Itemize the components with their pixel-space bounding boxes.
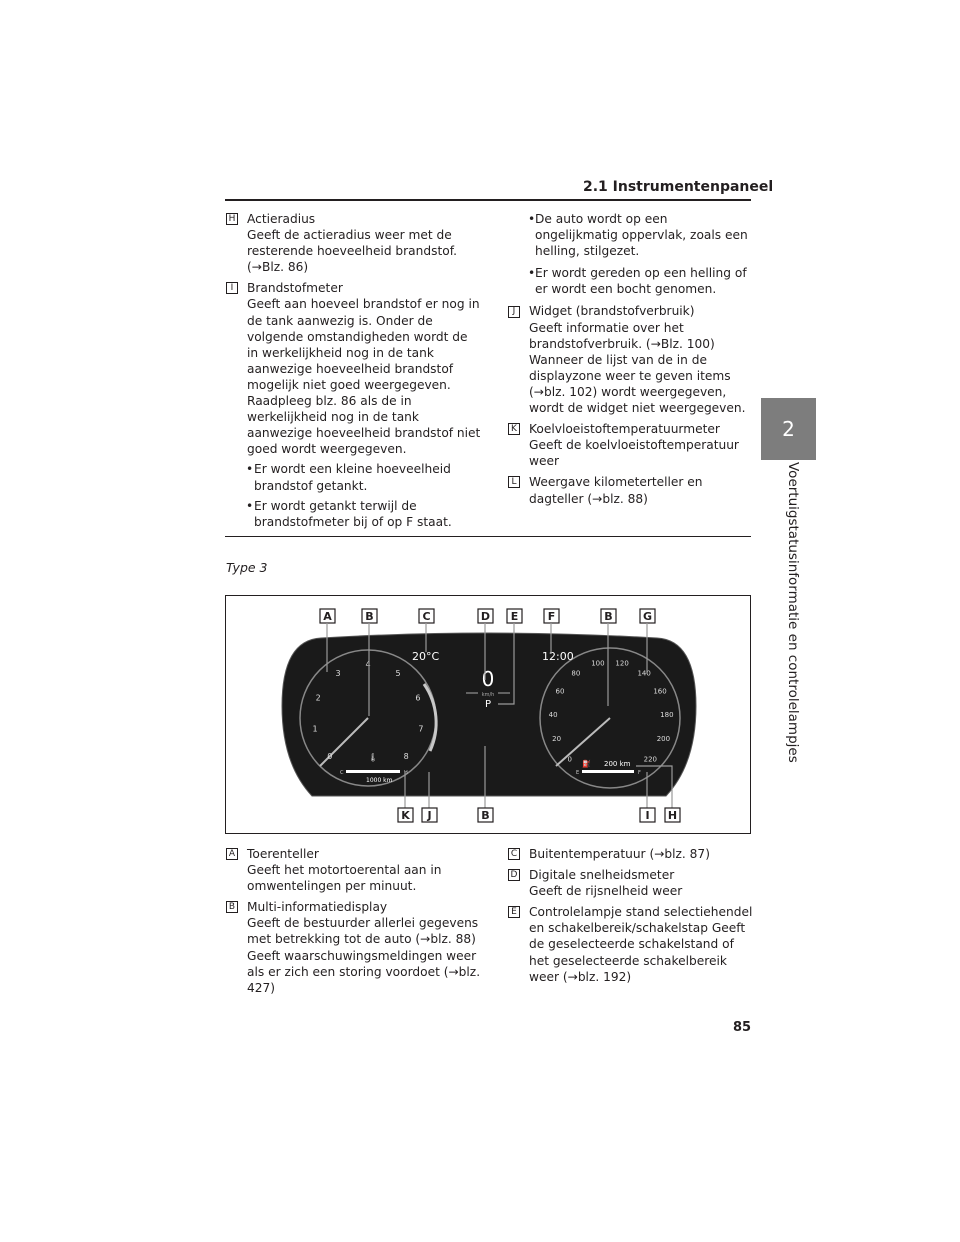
list-item bbox=[508, 421, 753, 469]
item-description: dagteller (→blz. 88) bbox=[529, 491, 648, 506]
svg-text:H: H bbox=[667, 809, 678, 822]
item-description: Geeft de rijsnelheid weer bbox=[529, 884, 683, 899]
item-badge: I bbox=[226, 282, 238, 294]
clock: 12:00 bbox=[542, 650, 574, 663]
list-item bbox=[508, 303, 753, 416]
speedo-tick-label: 140 bbox=[637, 669, 651, 678]
callout-label-g bbox=[640, 609, 655, 623]
svg-text:G: G bbox=[642, 610, 653, 623]
speedo-tick-label: 60 bbox=[555, 687, 565, 696]
svg-text:C: C bbox=[422, 610, 431, 623]
list-item bbox=[226, 899, 481, 996]
svg-text:B: B bbox=[604, 610, 613, 623]
svg-text:B: B bbox=[481, 809, 490, 822]
item-badge: L bbox=[508, 476, 520, 488]
callout-label-b bbox=[601, 609, 616, 623]
list-item bbox=[508, 846, 753, 862]
callout-label-b bbox=[478, 808, 493, 822]
item-description: Geeft informatie over het brandstofverbruik. (→Blz. 100) Wanneer de lijst van de in de displayzone weer te geven items (→blz. 102) wordt weergegeven, wordt de widget niet weergegeven. bbox=[529, 320, 746, 416]
tacho-tick-label: 4 bbox=[365, 660, 371, 669]
bullet-item: • Er wordt getankt terwijl de brandstofmeter bij of op F staat. bbox=[226, 498, 481, 530]
chapter-title: Voertuigstatusinformatie en controlelampjes bbox=[785, 462, 801, 763]
top-callout-labels bbox=[320, 609, 655, 623]
speedo-tick-label: 40 bbox=[548, 710, 558, 719]
tacho-tick-label: 3 bbox=[335, 669, 341, 679]
callout-label-j bbox=[422, 808, 437, 822]
coolant-gauge-bar bbox=[346, 770, 400, 773]
item-title: Controlelampje stand selectiehendel bbox=[529, 905, 753, 920]
tacho-tick-label: 8 bbox=[403, 752, 409, 762]
item-description: en schakelbereik/schakelstap Geeft de geselecteerde schakelstand of het geselecteerde schakelbereik weer (→blz. 192) bbox=[529, 921, 746, 984]
speedo-tick-label: 120 bbox=[615, 659, 629, 668]
item-badge: D bbox=[508, 869, 520, 881]
coolant-c-label: C bbox=[340, 770, 344, 776]
item-badge: B bbox=[226, 901, 238, 913]
list-item bbox=[508, 867, 753, 899]
bottom-left-column bbox=[226, 846, 481, 1001]
tacho-tick-label: 7 bbox=[418, 724, 424, 734]
bullet-item: • Er wordt gereden op een helling of er wordt een bocht genomen. bbox=[508, 265, 753, 297]
item-title: Weergave kilometerteller en bbox=[529, 475, 703, 490]
tacho-tick-label: 6 bbox=[415, 693, 421, 703]
svg-text:D: D bbox=[480, 610, 491, 623]
item-badge: H bbox=[226, 213, 238, 225]
gear-indicator: P bbox=[484, 699, 492, 710]
page-number: 85 bbox=[733, 1020, 752, 1035]
bullet-item: • De auto wordt op een ongelijkmatig oppervlak, zoals een helling, stilgezet. bbox=[508, 211, 753, 259]
speedo-tick-label: 0 bbox=[567, 755, 572, 764]
item-badge: C bbox=[508, 848, 520, 860]
speedo-tick-label: 80 bbox=[571, 669, 581, 678]
item-badge: A bbox=[226, 848, 238, 860]
item-badge: J bbox=[508, 306, 520, 318]
callout-label-c bbox=[419, 609, 434, 623]
item-title: Multi-informatiedisplay bbox=[247, 900, 388, 915]
callout-label-f bbox=[544, 609, 559, 623]
top-left-column bbox=[226, 211, 481, 535]
callout-label-e bbox=[507, 609, 522, 623]
tacho-tick-label: 0 bbox=[327, 752, 333, 762]
item-title: Digitale snelheidsmeter bbox=[529, 868, 675, 883]
speedo-tick-label: 200 bbox=[656, 734, 671, 743]
top-right-column bbox=[508, 211, 753, 512]
speedo-tick-label: 160 bbox=[653, 687, 667, 696]
item-title: Buitentemperatuur (→blz. 87) bbox=[529, 847, 710, 861]
item-title: Koelvloeistoftemperatuurmeter bbox=[529, 422, 720, 437]
callout-label-d bbox=[478, 609, 493, 623]
fuel-f-label: F bbox=[638, 770, 641, 776]
driving-range: 200 km bbox=[604, 760, 631, 768]
callout-label-a bbox=[320, 609, 335, 623]
tacho-tick-label: 1 bbox=[312, 724, 318, 734]
svg-text:E: E bbox=[510, 610, 519, 623]
list-item bbox=[226, 211, 481, 275]
chapter-tab[interactable]: 2 bbox=[761, 398, 816, 460]
speedo-tick-label: 100 bbox=[591, 659, 605, 668]
item-title: Actieradius bbox=[247, 212, 316, 226]
coolant-h-label: H bbox=[404, 770, 408, 776]
svg-text:J: J bbox=[427, 809, 432, 822]
speedo-tick-label: 180 bbox=[660, 710, 674, 719]
list-item bbox=[508, 474, 753, 506]
callout-label-k bbox=[398, 808, 413, 822]
cluster-illustration bbox=[226, 596, 752, 835]
item-badge: E bbox=[508, 906, 520, 918]
section-title: 2.1 Instrumentenpaneel bbox=[583, 179, 774, 195]
outside-temperature: 20°C bbox=[412, 650, 440, 663]
tacho-tick-label: 2 bbox=[315, 693, 321, 703]
fuel-gauge-bar bbox=[582, 770, 634, 773]
item-description: Geeft aan hoeveel brandstof er nog in de tank aanwezig is. Onder de volgende omstandigheden wordt de in werkelijkheid nog in de tank aanwezige hoeveelheid brandstof mogelijk niet goed weergegeven. Raadpleeg blz. 86 als de in werkelijkheid nog in de tank aanwezige hoeveelheid brandstof niet goed wordt weergegeven. bbox=[247, 297, 481, 457]
item-badge: K bbox=[508, 423, 520, 435]
speedo-tick-label: 20 bbox=[552, 734, 562, 743]
list-item bbox=[226, 280, 481, 529]
speed-unit: km/h bbox=[481, 692, 495, 698]
item-description: Geeft het motortoerental aan in omwentelingen per minuut. bbox=[247, 863, 442, 894]
svg-text:A: A bbox=[323, 610, 332, 623]
item-description: Geeft de bestuurder allerlei gegevens met betrekking tot de auto (→blz. 88) Geeft waarschuwingsmeldingen weer als er zich een storing voordoet (→blz. 427) bbox=[247, 916, 481, 995]
header-rule bbox=[225, 199, 751, 201]
speedo-tick-label: 220 bbox=[643, 755, 657, 764]
item-description: Geeft de actieradius weer met de resterende hoeveelheid brandstof. (→Blz. 86) bbox=[247, 228, 457, 275]
callout-label-i bbox=[640, 808, 655, 822]
item-description: Geeft de koelvloeistoftemperatuur weer bbox=[529, 438, 739, 469]
list-item bbox=[508, 904, 753, 984]
bullet-item: • Er wordt een kleine hoeveelheid brandstof getankt. bbox=[226, 461, 481, 493]
fuel-pump-icon: ⛽ bbox=[582, 760, 591, 768]
item-title: Toerenteller bbox=[247, 847, 319, 861]
bottom-callout-labels bbox=[398, 808, 680, 822]
odometer: 1000 km bbox=[366, 777, 393, 784]
figure-type-label: Type 3 bbox=[226, 560, 268, 575]
digital-speed: 0 bbox=[481, 667, 495, 691]
svg-text:K: K bbox=[401, 809, 410, 822]
tacho-tick-label: 5 bbox=[395, 669, 401, 679]
callout-label-h bbox=[665, 808, 680, 822]
instrument-cluster-figure bbox=[225, 595, 751, 834]
item-title: Brandstofmeter bbox=[247, 281, 343, 296]
section-rule bbox=[225, 536, 751, 537]
item-title: Widget (brandstofverbruik) bbox=[529, 304, 695, 319]
coolant-icon: 🌡 bbox=[368, 753, 379, 762]
fuel-e-label: E bbox=[576, 770, 580, 776]
svg-text:I: I bbox=[645, 809, 650, 822]
callout-label-b bbox=[362, 609, 377, 623]
svg-text:B: B bbox=[365, 610, 374, 623]
bottom-right-column bbox=[508, 846, 753, 990]
svg-text:F: F bbox=[547, 610, 556, 623]
list-item bbox=[226, 846, 481, 894]
